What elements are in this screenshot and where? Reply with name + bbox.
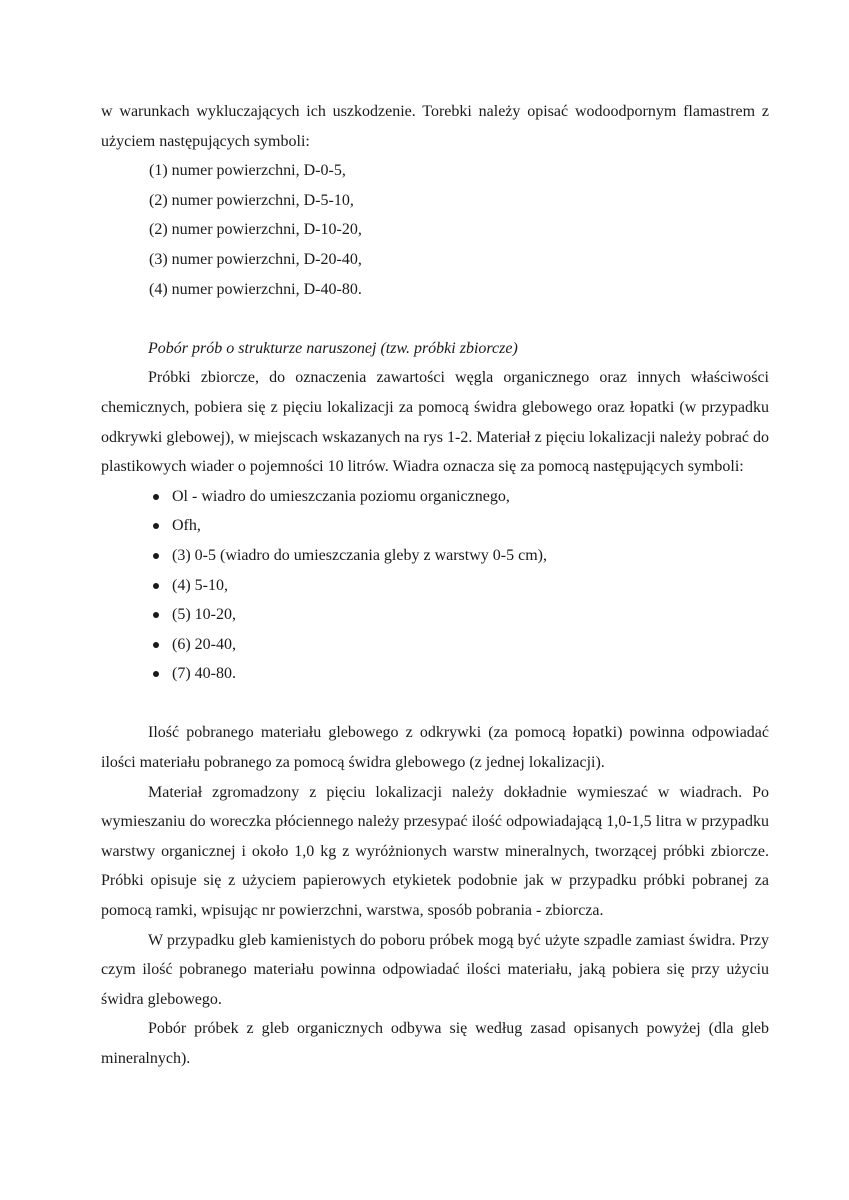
list-item: (1) numer powierzchni, D-0-5,: [149, 162, 346, 180]
paragraph: W przypadku gleb kamienistych do poboru próbek mogą być użyte szpadle zamiast świdra. Przy czym ilość pobranego materiału powinna odpowiadać ilości materiału, jaką pobiera się przy użyciu świdra glebowego.: [101, 931, 769, 1008]
bucket-symbol-list: [101, 482, 769, 689]
list-item: (2) numer powierzchni, D-10-20,: [149, 221, 362, 239]
bag-symbol-list: [101, 156, 769, 304]
bullet-icon: [153, 523, 159, 529]
list-item: Ol - wiadro do umieszczania poziomu organicznego,: [101, 482, 769, 512]
list-item: (3) numer powierzchni, D-20-40,: [149, 250, 362, 268]
paragraph: Materiał zgromadzony z pięciu lokalizacji należy dokładnie wymieszać w wiadrach. Po wymieszaniu do woreczka płóciennego należy przesypać ilość odpowiadającą 1,0-1,5 litra w przypadku warstwy organicznej i około 1,0 kg z wyróżnionych warstw mineralnych, tworzącej próbki zbiorcze. Próbki opisuje się z użyciem papierowych etykietek podobnie jak w przypadku próbki pobranej za pomocą ramki, wpisując nr powierzchni, warstwa, sposób pobrania - zbiorcza.: [101, 783, 769, 920]
list-item: (2) numer powierzchni, D-5-10,: [149, 191, 354, 209]
bullet-icon: [153, 494, 159, 500]
list-item: (6) 20-40,: [101, 630, 769, 660]
bullet-icon: [153, 671, 159, 677]
paragraph: Ilość pobranego materiału glebowego z odkrywki (za pomocą łopatki) powinna odpowiadać ilości materiału pobranego za pomocą świdra glebowego (z jednej lokalizacji).: [101, 724, 769, 772]
list-item: (4) 5-10,: [101, 571, 769, 601]
bullet-icon: [153, 583, 159, 589]
bullet-icon: [153, 553, 159, 559]
intro-paragraph: w warunkach wykluczających ich uszkodzenie. Torebki należy opisać wodoodpornym flamastrem z użyciem następujących symboli:: [101, 103, 769, 150]
list-item: (7) 40-80.: [101, 659, 769, 689]
bullet-icon: [153, 642, 159, 648]
list-item: Ofh,: [101, 511, 769, 541]
paragraph: Pobór próbek z gleb organicznych odbywa się według zasad opisanych powyżej (dla gleb mineralnych).: [101, 1020, 769, 1067]
paragraph: Próbki zbiorcze, do oznaczenia zawartości węgla organicznego oraz innych właściwości chemicznych, pobiera się z pięciu lokalizacji za pomocą świdra glebowego oraz łopatki (w przypadku odkrywki glebowej), w miejscach wskazanych na rys 1-2. Materiał z pięciu lokalizacji należy pobrać do plastikowych wiader o pojemności 10 litrów. Wiadra oznacza się za pomocą następujących symboli:: [101, 369, 769, 476]
section-heading: Pobór prób o strukturze naruszonej (tzw. próbki zbiorcze): [148, 339, 518, 357]
list-item: (5) 10-20,: [101, 600, 769, 630]
document-page: [101, 97, 769, 1074]
list-item: (4) numer powierzchni, D-40-80.: [149, 280, 362, 298]
bullet-icon: [153, 612, 159, 618]
spacer: [101, 689, 769, 719]
list-item: (3) 0-5 (wiadro do umieszczania gleby z warstwy 0-5 cm),: [101, 541, 769, 571]
